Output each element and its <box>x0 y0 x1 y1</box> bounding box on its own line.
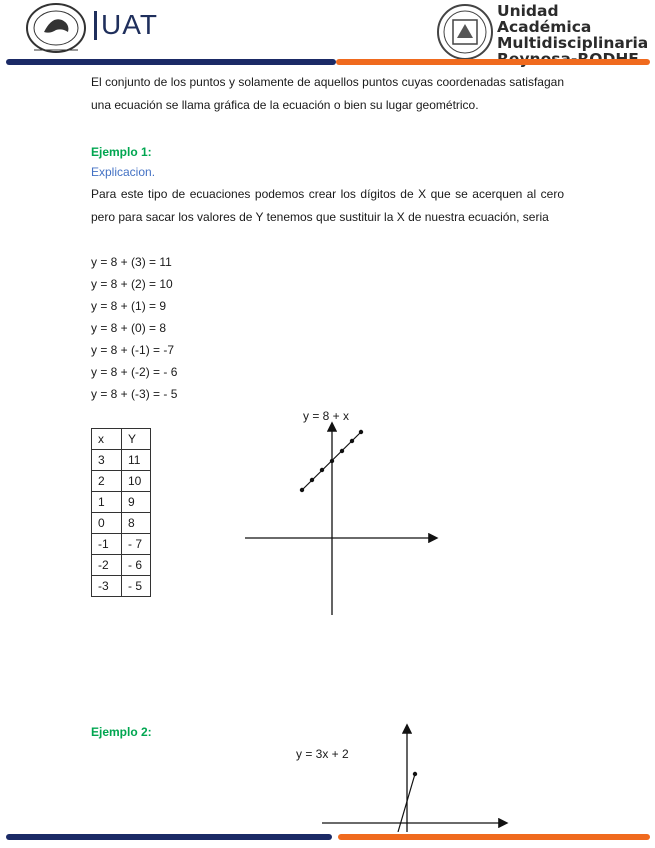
table-cell: -2 <box>92 555 122 576</box>
footer-bar-navy <box>6 834 332 840</box>
table-cell: 2 <box>92 471 122 492</box>
values-table <box>91 428 151 597</box>
table-row <box>92 492 151 513</box>
table-cell: - 6 <box>122 555 151 576</box>
equation-line: y = 8 + (-3) = - 5 <box>91 387 178 401</box>
graph2 <box>320 722 520 832</box>
graph1-point <box>359 430 363 434</box>
equation-line: y = 8 + (0) = 8 <box>91 321 167 335</box>
table-cell: 0 <box>92 513 122 534</box>
graph1-label: y = 8 + x <box>303 409 350 423</box>
equation-line: y = 8 + (2) = 10 <box>91 277 173 291</box>
rodhe-shield-logo <box>435 2 495 62</box>
graph1 <box>240 418 450 618</box>
uat-divider <box>94 11 97 40</box>
equation-line: y = 8 + (3) = 11 <box>91 255 172 269</box>
unit-title <box>497 3 655 67</box>
table-cell: -1 <box>92 534 122 555</box>
equation-line: y = 8 + (-1) = -7 <box>91 343 175 357</box>
table-row <box>92 450 151 471</box>
example1-subheading: Explicacion. <box>91 165 156 179</box>
table-row <box>92 555 151 576</box>
table-cell: 10 <box>122 471 151 492</box>
graph1-point <box>350 439 354 443</box>
intro-paragraph: El conjunto de los puntos y solamente de aquellos puntos cuyas coordenadas satisfagan una ecuación se llama gráfica de la ecuación o bien su lugar geométrico. <box>91 75 564 112</box>
graph1-point <box>300 488 304 492</box>
example1-heading: Ejemplo 1: <box>91 145 152 159</box>
table-header-cell: Y <box>122 429 151 450</box>
table-cell: - 5 <box>122 576 151 597</box>
header-bar-navy <box>6 59 336 65</box>
footer-bar-orange <box>338 834 650 840</box>
unit-title-line-2: Multidisciplinaria <box>497 34 649 52</box>
graph1-point <box>310 478 314 482</box>
table-cell: 8 <box>122 513 151 534</box>
uat-logo-text: UAT <box>101 9 158 40</box>
table-cell: 1 <box>92 492 122 513</box>
uat-seal-logo <box>22 2 90 58</box>
table-row <box>92 576 151 597</box>
table-cell: - 7 <box>122 534 151 555</box>
table-header-cell: x <box>92 429 122 450</box>
table-cell: 9 <box>122 492 151 513</box>
graph1-point <box>330 459 334 463</box>
unit-title-line-1: Unidad Académica <box>497 2 592 36</box>
example2-heading: Ejemplo 2: <box>91 725 152 739</box>
table-row <box>92 534 151 555</box>
table-row <box>92 513 151 534</box>
graph1-point <box>340 449 344 453</box>
example1-explanation: Para este tipo de ecuaciones podemos crear los dígitos de X que se acerquen al cero pero para sacar los valores de Y tenemos que sustituir la X de nuestra ecuación, seria <box>91 187 564 224</box>
graph2-label: y = 3x + 2 <box>296 747 349 761</box>
table-cell: -3 <box>92 576 122 597</box>
table-cell: 3 <box>92 450 122 471</box>
equation-line: y = 8 + (-2) = - 6 <box>91 365 178 379</box>
equation-line: y = 8 + (1) = 9 <box>91 299 167 313</box>
graph1-point <box>320 468 324 472</box>
graph2-point <box>413 772 417 776</box>
table-header-row <box>92 429 151 450</box>
table-cell: 11 <box>122 450 151 471</box>
table-row <box>92 471 151 492</box>
header-bar-orange <box>336 59 650 65</box>
